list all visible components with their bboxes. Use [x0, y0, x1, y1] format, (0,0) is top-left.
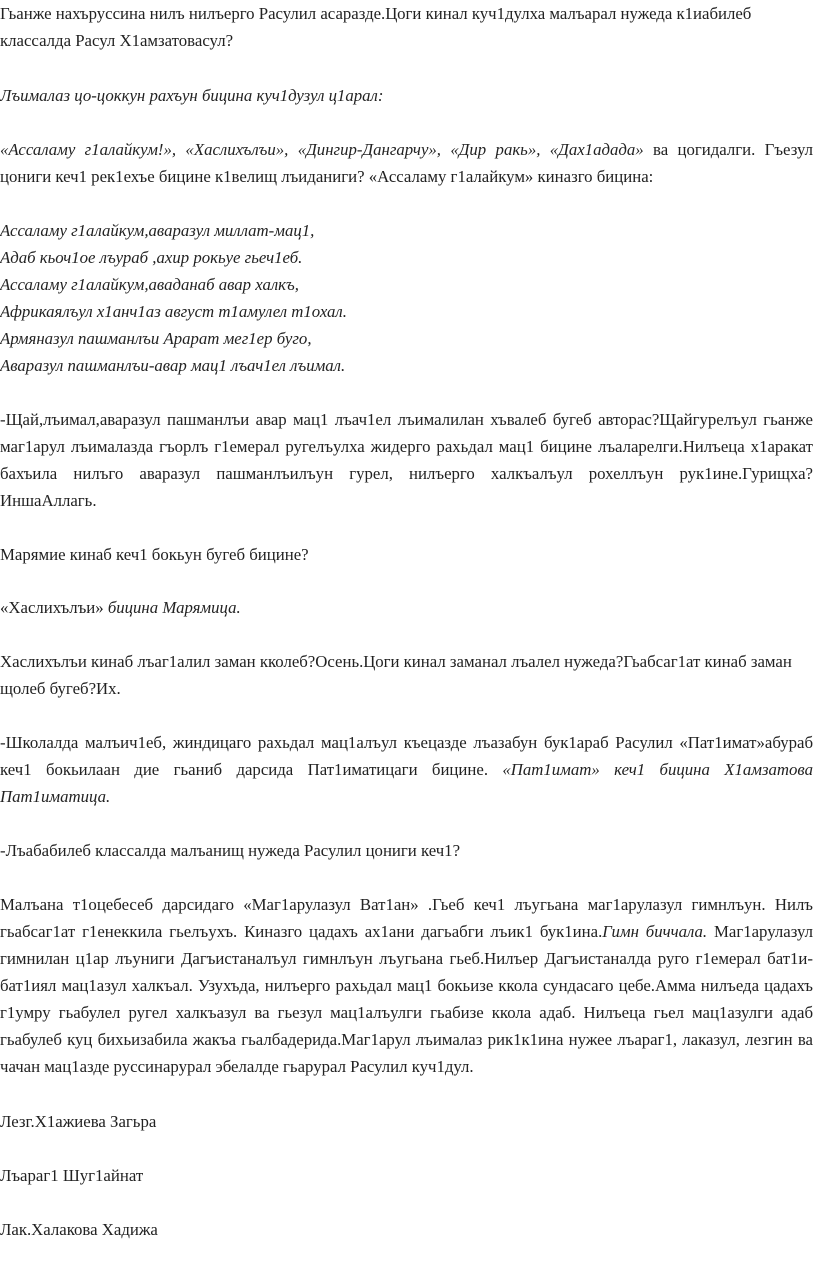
- poem-line: Аваразул пашманлъи-авар мац1 лъач1ел лъимал.: [0, 356, 346, 375]
- student-name-1: Лезг.Х1ажиева Загьра: [0, 1112, 157, 1131]
- question-paragraph: Марямие кинаб кеч1 бокьун бугеб бицине?: [0, 545, 309, 564]
- assignment-paragraph: [0, 594, 813, 621]
- student-name-3: Лак.Халакова Хадижа: [0, 1220, 158, 1239]
- poem-titles-paragraph: [0, 136, 813, 190]
- patimat-paragraph: [0, 729, 813, 810]
- patimat-text: -Школалда малъич1еб, жиндицаго рахьдал мац1алъул къецазде лъазабун бук1араб Расулил «Пат1имат»абураб кеч1 бокьилаан дие гьаниб дарсида Пат1иматицаги бицине.: [0, 733, 813, 779]
- assignment-note: бицина Марямица.: [107, 598, 241, 617]
- assignment-title: «Хаслихълъи»: [0, 598, 108, 617]
- poem-titles-rest: ва цогидалги. Гъезул цониги кеч1 рек1ехъе бицине к1велищ лъиданиги? «Ассаламу г1алайкум» киназго бицина:: [0, 140, 814, 186]
- poem-line: Ассаламу г1алайкум,аваразул миллат-мац1,: [0, 221, 315, 240]
- anthem-paragraph: [0, 891, 813, 1080]
- discussion-paragraph: -Щай,лъимал,аваразул пашманлъи авар мац1 лъач1ел лъималилан хъвалеб бугеб авторас?Щайгурелъул гьанже маг1арул лъималазда гъорлъ г1емерал ругелъулха жидерго рахьдал мац1 бицине лъаларелги.Нилъеца х1аракат бахъила нилъго аваразул пашманлъилъун гурел, нилъерго халкъалъул рохеллъун рук1ине.Гурищха?ИншаАллагь.: [0, 410, 813, 510]
- student-name-2: Лъараг1 Шуг1айнат: [0, 1166, 144, 1185]
- third-class-question: -Лъабабилеб классалда малъанищ нужеда Расулил цониги кеч1?: [0, 841, 461, 860]
- anthem-text-c: Маг1арулазул гимнилан ц1ар лъуниги Дагъистаналъул гимнлъун лъугьана гьеб.Нилъер Дагъистаналда руго г1емерал бат1и-бат1иял мац1азул халкъал. Узухъда, нилъерго рахьдал мац1 бокьизе ккола сундасаго цебе.Амма нилъеда цадахъ г1умру гьабулел ругел халкъазул ва гьезул мац1алъулги гьабизе ккола адаб. Нилъеца гьел мац1азулги адаб гьабулеб куц бихьизабила жакъа гьалбадерида.Маг1арул лъималаз рик1к1ина нужее лъараг1, лаказул, лезгин ва чачан мац1азде руссинарурал эбелалде гьарурал Расулил куч1дул.: [0, 922, 813, 1076]
- poem-line: Ассаламу г1алайкум,аваданаб авар халкъ,: [0, 275, 299, 294]
- poem-line: Адаб кьоч1ое лъураб ,ахир рокьуе гьеч1еб.: [0, 248, 303, 267]
- season-paragraph: Хаслихълъи кинаб лъаг1алил заман кколеб?Осень.Цоги кинал заманал лъалел нужеда?Гьабсаг1ат кинаб заман щолеб бугеб?Их.: [0, 652, 792, 698]
- anthem-note: Гимн биччала.: [602, 922, 708, 941]
- poem-line: Армяназул пашманлъи Арарат мег1ер буго,: [0, 329, 312, 348]
- poem-titles: «Ассаламу г1алайкум!», «Хаслихълъи», «Дингир-Дангарчу», «Дир ракь», «Дах1адада»: [0, 140, 644, 159]
- poem-line: Африкаялъул х1анч1аз август т1амулел т1охал.: [0, 302, 347, 321]
- intro-paragraph: Гьанже нахъруссина нилъ нилъерго Расулил асаразде.Цоги кинал куч1дулха малъарал нужеда к1иабилеб классалда Расул Х1амзатовасул?: [0, 4, 752, 50]
- poem-block: [0, 217, 813, 379]
- instruction-paragraph: Лъималаз цо-цоккун рахъун бицина куч1дузул ц1арал:: [0, 86, 384, 105]
- anthem-text-a: Малъана т1оцебесеб дарсидаго «Маг1арулазул Ват1ан» .Гьеб кеч1 лъугьана маг1арулазул гимнлъун. Нилъ гьабсаг1ат г1енеккила гьелъухъ. Киназго цадахъ ах1ани дагьабги лъик1 бук1ина.: [0, 895, 813, 941]
- patimat-note: «Пат1имат» кеч1 бицина Х1амзатова Пат1иматица.: [0, 760, 813, 806]
